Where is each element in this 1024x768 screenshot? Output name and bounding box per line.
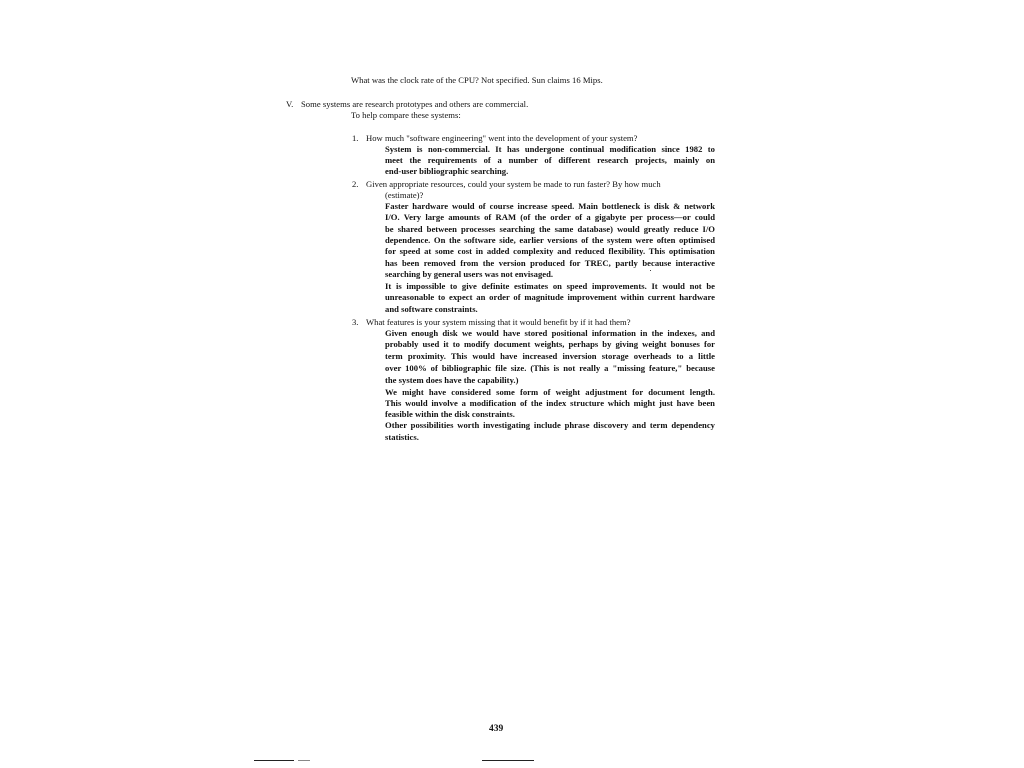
question-3-number: 3.: [352, 317, 359, 327]
scan-artifact-rule-left: [254, 760, 294, 761]
answer-3-line-4: over 100% of bibliographic file size. (This is not really a "missing feature," because: [385, 363, 715, 373]
question-2-text-line-2: (estimate)?: [385, 190, 424, 200]
question-2-text-line-1: Given appropriate resources, could your system be made to run faster? By how much: [366, 179, 661, 189]
answer-3-line-3: term proximity. This would have increased inversion storage overheads to a little: [385, 351, 715, 361]
answer-3-line-6: We might have considered some form of weight adjustment for document length.: [385, 387, 715, 397]
question-2-number: 2.: [352, 179, 359, 189]
answer-3-line-8: feasible within the disk constraints.: [385, 409, 515, 419]
scan-artifact-rule-center: [482, 760, 534, 761]
answer-3-line-1: Given enough disk we would have stored positional information in the indexes, and: [385, 328, 715, 338]
answer-3-line-9: Other possibilities worth investigating include phrase discovery and term dependency: [385, 420, 715, 430]
answer-1-line-1: System is non-commercial. It has undergone continual modification since 1982 to: [385, 144, 715, 154]
question-3-text: What features is your system missing that it would benefit by if it had them?: [366, 317, 631, 327]
answer-1-line-2: meet the requirements of a number of different research projects, mainly on: [385, 155, 715, 165]
answer-3-line-2: probably used it to modify document weights, perhaps by giving weight bonuses for: [385, 339, 715, 349]
answer-2-line-6: has been removed from the version produced for TREC, partly because interactive: [385, 258, 715, 268]
section-heading: Some systems are research prototypes and others are commercial.: [301, 99, 529, 109]
answer-1-line-3: end-user bibliographic searching.: [385, 166, 509, 176]
answer-2-line-4: dependence. On the software side, earlier versions of the system were often optimised: [385, 235, 715, 245]
answer-3-line-7: This would involve a modification of the index structure which might just have been: [385, 398, 715, 408]
section-numeral: V.: [286, 99, 294, 109]
scan-speck: [650, 270, 651, 271]
intro-line: What was the clock rate of the CPU? Not specified. Sun claims 16 Mips.: [351, 75, 603, 85]
answer-2-line-9: unreasonable to expect an order of magnitude improvement within current hardware: [385, 292, 715, 302]
question-1-number: 1.: [352, 133, 359, 143]
scan-artifact-rule-left-tail: [298, 760, 310, 761]
answer-2-line-5: for speed at some cost in added complexity and reduced flexibility. This optimisation: [385, 246, 715, 256]
answer-2-line-2: I/O. Very large amounts of RAM (of the order of a gigabyte per process—or could: [385, 212, 715, 222]
section-subheading: To help compare these systems:: [351, 110, 461, 120]
answer-2-line-3: be shared between processes searching the same database) would greatly reduce I/O: [385, 224, 715, 234]
answer-3-line-5: the system does have the capability.): [385, 375, 519, 385]
answer-2-line-10: and software constraints.: [385, 304, 478, 314]
answer-2-line-8: It is impossible to give definite estimates on speed improvements. It would not be: [385, 281, 715, 291]
answer-2-line-7: searching by general users was not envisaged.: [385, 269, 554, 279]
answer-3-line-10: statistics.: [385, 432, 419, 442]
page-number: 439: [489, 724, 504, 734]
question-1-text: How much "software engineering" went into the development of your system?: [366, 133, 638, 143]
answer-2-line-1: Faster hardware would of course increase speed. Main bottleneck is disk & network: [385, 201, 715, 211]
